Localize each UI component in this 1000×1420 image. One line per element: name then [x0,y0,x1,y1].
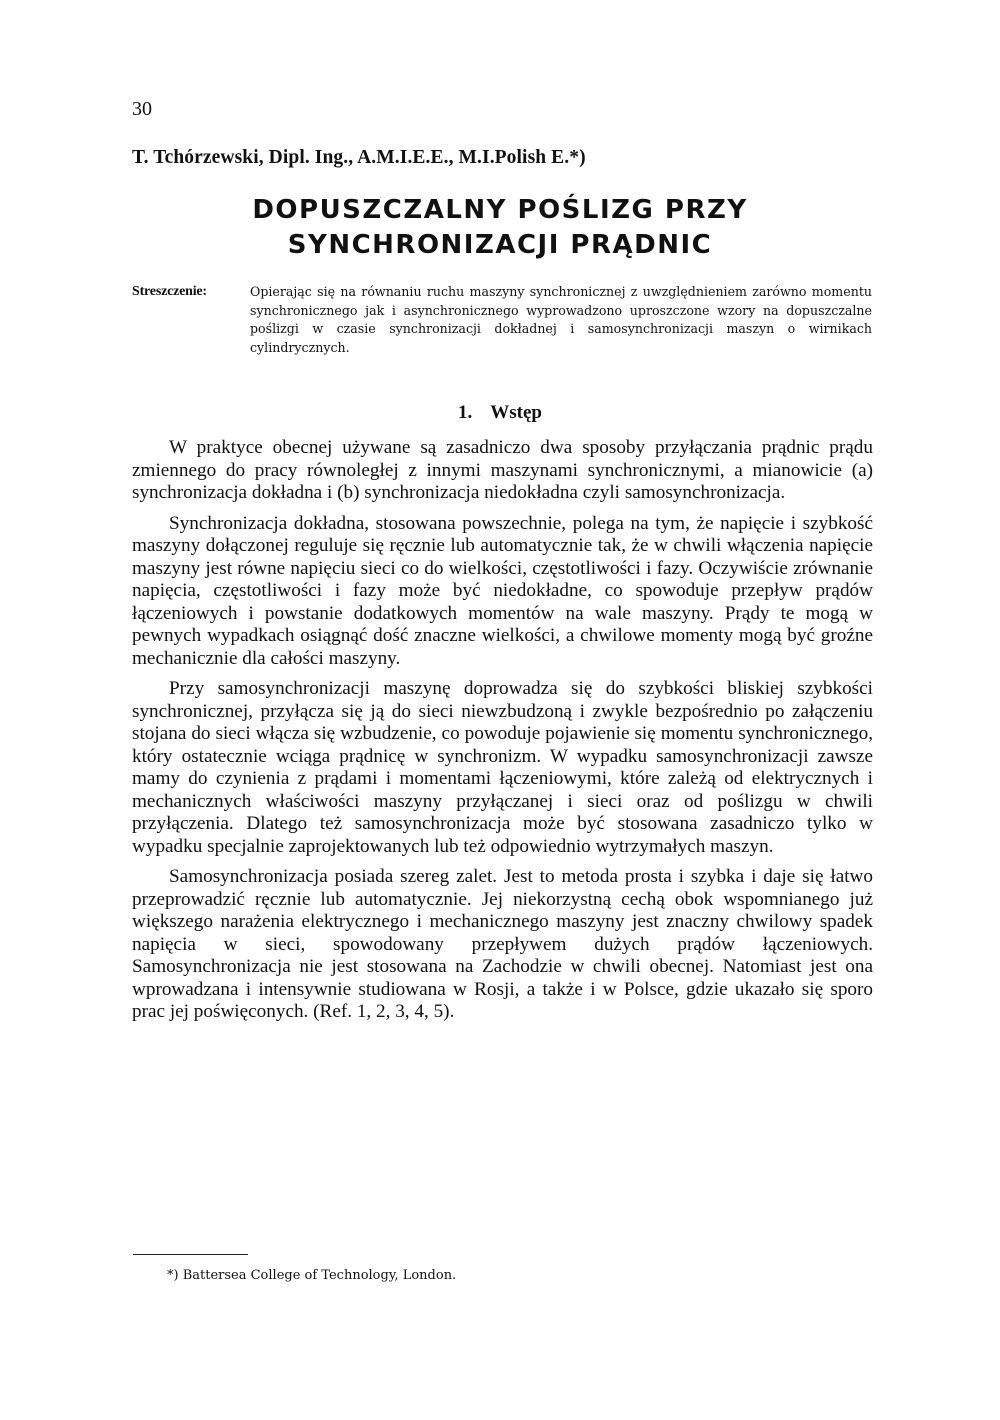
abstract-label: Streszczenie: [132,284,207,299]
article-title [0,193,1000,263]
abstract [132,283,872,357]
paragraph: Samosynchronizacja posiada szereg zalet. Jest to metoda prosta i szybka i daje się łatwo przeprowadzić ręcznie lub automatycznie. Jej niekorzystną cechą obok wspomnianego już większego narażenia elektrycznego i mechanicznego maszyny jest znaczny chwilowy spadek napięcia w sieci, spowodowany przepływem dużych prądów łączeniowych. Samosynchronizacja nie jest stosowana na Zachodzie w chwili obecnej. Natomiast jest ona wprowadzana i intensywnie studiowana w Rosji, a także i w Polsce, gdzie ukazało się sporo prac jej poświęconych. (Ref. 1, 2, 3, 4, 5). [132,866,873,1022]
paragraph: W praktyce obecnej używane są zasadniczo dwa sposoby przyłączania prądnic prądu zmiennego do pracy równoległej z innymi maszynami synchronicznymi, a mianowicie (a) synchronizacja dokładna i (b) synchronizacja niedokładna czyli samosynchronizacja. [132,437,873,503]
body-text [132,437,873,1032]
title-line-2: SYNCHRONIZACJI PRĄDNIC [287,230,713,260]
abstract-text: Opierając się na równaniu ruchu maszyny synchronicznej z uwzględnieniem zarówno momentu synchronicznego jak i asynchronicznego wyprowadzono uproszczone wzory na dopuszczalne poślizgi w czasie synchronizacji dokładnej i samosynchronizacji maszyn o wirnikach cylindrycznych. [250,284,872,355]
section-number: 1. [458,402,473,423]
title-line-1: DOPUSZCZALNY POŚLIZG PRZY [252,195,748,225]
section-heading [0,402,1000,424]
section-title: Wstęp [490,402,542,423]
footnote-divider [133,1254,248,1255]
paragraph: Przy samosynchronizacji maszynę doprowadza się do szybkości bliskiej szybkości synchronicznej, przyłącza się ją do sieci niewzbudzoną i zwykle bezpośrednio po załączeniu stojana do sieci włącza się wzbudzenie, co powoduje pojawienie się momentu synchronicznego, który ostatecznie wciąga prądnicę w synchronizm. W wypadku samosynchronizacji zawsze mamy do czynienia z prądami i momentami łączeniowymi, które zależą od elektrycznych i mechanicznych właściwości maszyny przyłączanej i sieci oraz od poślizgu w chwili przyłączenia. Dlatego też samosynchronizacja może być stosowana zasadniczo tylko w wypadku specjalnie zaprojektowanych lub też odpowiednio wytrzymałych maszyn. [132,678,873,857]
footnote: *) Battersea College of Technology, London. [167,1268,457,1283]
author-line: T. Tchórzewski, Dipl. Ing., A.M.I.E.E., M.I.Polish E.*) [132,147,586,168]
page-number: 30 [132,98,152,120]
paragraph: Synchronizacja dokładna, stosowana powszechnie, polega na tym, że napięcie i szybkość maszyny dołączonej reguluje się ręcznie lub automatycznie tak, że w chwili włączenia napięcie maszyny jest równe napięciu sieci co do wielkości, częstotliwości i fazy. Oczywiście zrównanie napięcia, częstotliwości i fazy może być niedokładne, co spowoduje przepływ prądów łączeniowych i powstanie dodatkowych momentów na wale maszyny. Prądy te mogą w pewnych wypadkach osiągnąć dość znaczne wielkości, a chwilowe momenty mogą być groźne mechanicznie dla całości maszyny. [132,512,873,669]
